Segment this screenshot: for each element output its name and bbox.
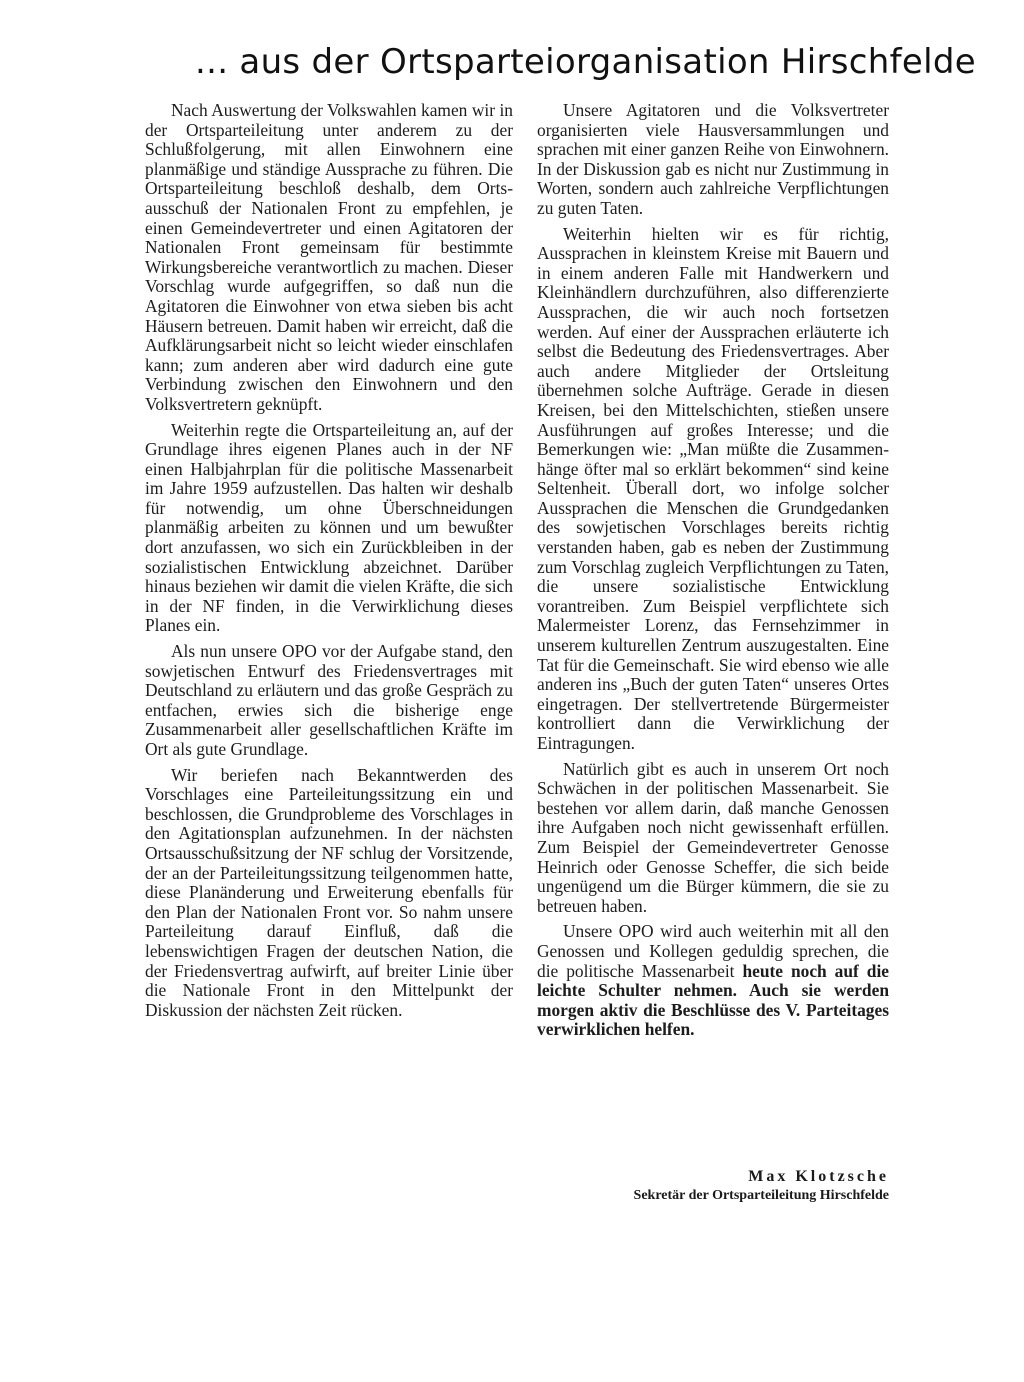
article-title: ... aus der Ortsparteiorganisation Hirschfelde	[195, 42, 976, 82]
paragraph: Nach Auswertung der Volkswahlen kamen wir in der Ortsparteileitung unter anderem zu der Schlußfolgerung, mit allen Einwohnern eine planmäßige und ständige Aussprache zu führen. Die Ortsparteileitung beschloß deshalb, dem Ortsausschuß der Nationalen Front zu empfehlen, je einen Gemeindevertreter und einen Agitatoren der Nationalen Front gemeinsam für bestimmte Wirkungsbereiche verantwortlich zu machen. Dieser Vorschlag wurde aufgegriffen, so daß nun die Agitatoren die Einwohner von etwa sieben bis acht Häusern betreuen. Damit haben wir erreicht, daß die Aufklärungsarbeit nicht so leicht wieder einschlafen kann; zum anderen aber wird dadurch eine gute Verbindung zwischen den Einwohnern und den Volksvertretern geknüpft.	[145, 100, 513, 414]
left-column	[145, 101, 513, 1026]
paragraph: Unsere Agitatoren und die Volksvertreter organisierten viele Hausversammlungen und sprachen mit einer ganzen Reihe von Einwohnern. In der Diskussion gab es nicht nur Zustimmung in Worten, sondern auch zahlreiche Verpflichtungen zu guten Taten.	[537, 100, 889, 218]
closing-bold-text: heute noch auf die leichte Schulter nehmen. Auch sie werden morgen aktiv die Beschlüsse des V. Parteitages verwirklichen helfen.	[537, 960, 889, 1040]
paragraph: Als nun unsere OPO vor der Aufgabe stand, den sowjetischen Entwurf des Friedensvertrages mit Deutschland zu erläutern und das große Gespräch zu entfachen, erwies sich die bisherige enge Zusammenarbeit aller gesellschaftlichen Kräfte im Ort als gute Grundlage.	[145, 641, 513, 759]
paragraph: Weiterhin hielten wir es für richtig, Aussprachen in kleinstem Kreise mit Bauern und in einem anderen Falle mit Handwerkern und Kleinhändlern durchzuführen, also differenzierte Aussprachen, die wir auch noch fortsetzen werden. Auf einer der Aussprachen erläuterte ich selbst die Bedeutung des Friedensvertrages. Aber auch andere Mitglieder der Ortsleitung übernehmen solche Aufträge. Gerade in diesen Kreisen, bei den Mittelschichten, stießen unsere Ausführungen auf großes Interesse; und die Bemerkungen wie: „Man müßte die Zusammenhänge öfter mal so erklärt bekommen“ sind keine Seltenheit. Überall dort, wo infolge solcher Aussprachen die Menschen die Grundgedanken des sowjetischen Vorschlages bereits richtig verstanden haben, gab es neben der Zustimmung zum Vorschlag zugleich Verpflichtungen zu Taten, die unsere sozialistische Entwicklung vorantreiben. Zum Beispiel verpflichtete sich Malermeister Lorenz, das Fernsehzimmer in unserem kulturellen Zentrum auszugestalten. Eine Tat für die Gemeinschaft. Sie wird ebenso wie alle anderen ins „Buch der guten Taten“ unseres Ortes eingetragen. Der stellvertretende Bürgermeister kontrolliert dann die Verwirklichung der Eintragungen.	[537, 223, 889, 753]
paragraph: Wir beriefen nach Bekanntwerden des Vorschlages eine Parteileitungssitzung ein und beschlossen, die Grundprobleme des Vorschlages in den Agitationsplan aufzunehmen. In der nächsten Ortsausschußsitzung der NF schlug der Vorsitzende, der an der Parteileitungssitzung teilgenommen hatte, diese Planänderung und Erweiterung ebenfalls für den Plan der Nationalen Front vor. So nahm unsere Parteileitung darauf Einfluß, daß die lebenswichtigen Fragen der deutschen Nation, die der Friedensvertrag aufwirft, auf breiter Linie über die Nationale Front in den Mittelpunkt der Diskussion der nächsten Zeit rücken.	[145, 764, 513, 1020]
author-name: Max Klotzsche	[748, 1168, 889, 1185]
paragraph: Natürlich gibt es auch in unserem Ort noch Schwächen in der politischen Massenarbeit. Sie bestehen vor allem darin, daß manche Genossen ihre Aufgaben noch nicht gewissenhaft erfüllen. Zum Beispiel der Gemeindevertreter Genosse Heinrich oder Genosse Scheffer, die sich beide ungenügend um die Bürger kümmern, die sie zu betreuen haben.	[537, 758, 889, 916]
paragraph: Weiterhin regte die Ortsparteileitung an, auf der Grundlage ihres eigenen Planes auch in der NF einen Halbjahrplan für die politische Massenarbeit im Jahre 1959 aufzustellen. Das halten wir deshalb für notwendig, um ohne Überschneidungen planmäßig arbeiten zu können und um bewußter dort anzufassen, wo sich ein Zurückbleiben in der sozialistischen Entwicklung abzeichnet. Darüber hinaus beziehen wir damit die vielen Kräfte, die sich in der NF finden, in die Verwirklichung dieses Planes ein.	[145, 419, 513, 636]
closing-paragraph	[537, 922, 889, 1040]
closing-text: Unsere OPO wird auch weiterhin mit all den Genossen und Kollegen geduldig sprechen, die die politische Massenarbeit	[537, 921, 889, 981]
right-column	[537, 101, 889, 1046]
author-role: Sekretär der Ortsparteileitung Hirschfelde	[633, 1188, 889, 1203]
